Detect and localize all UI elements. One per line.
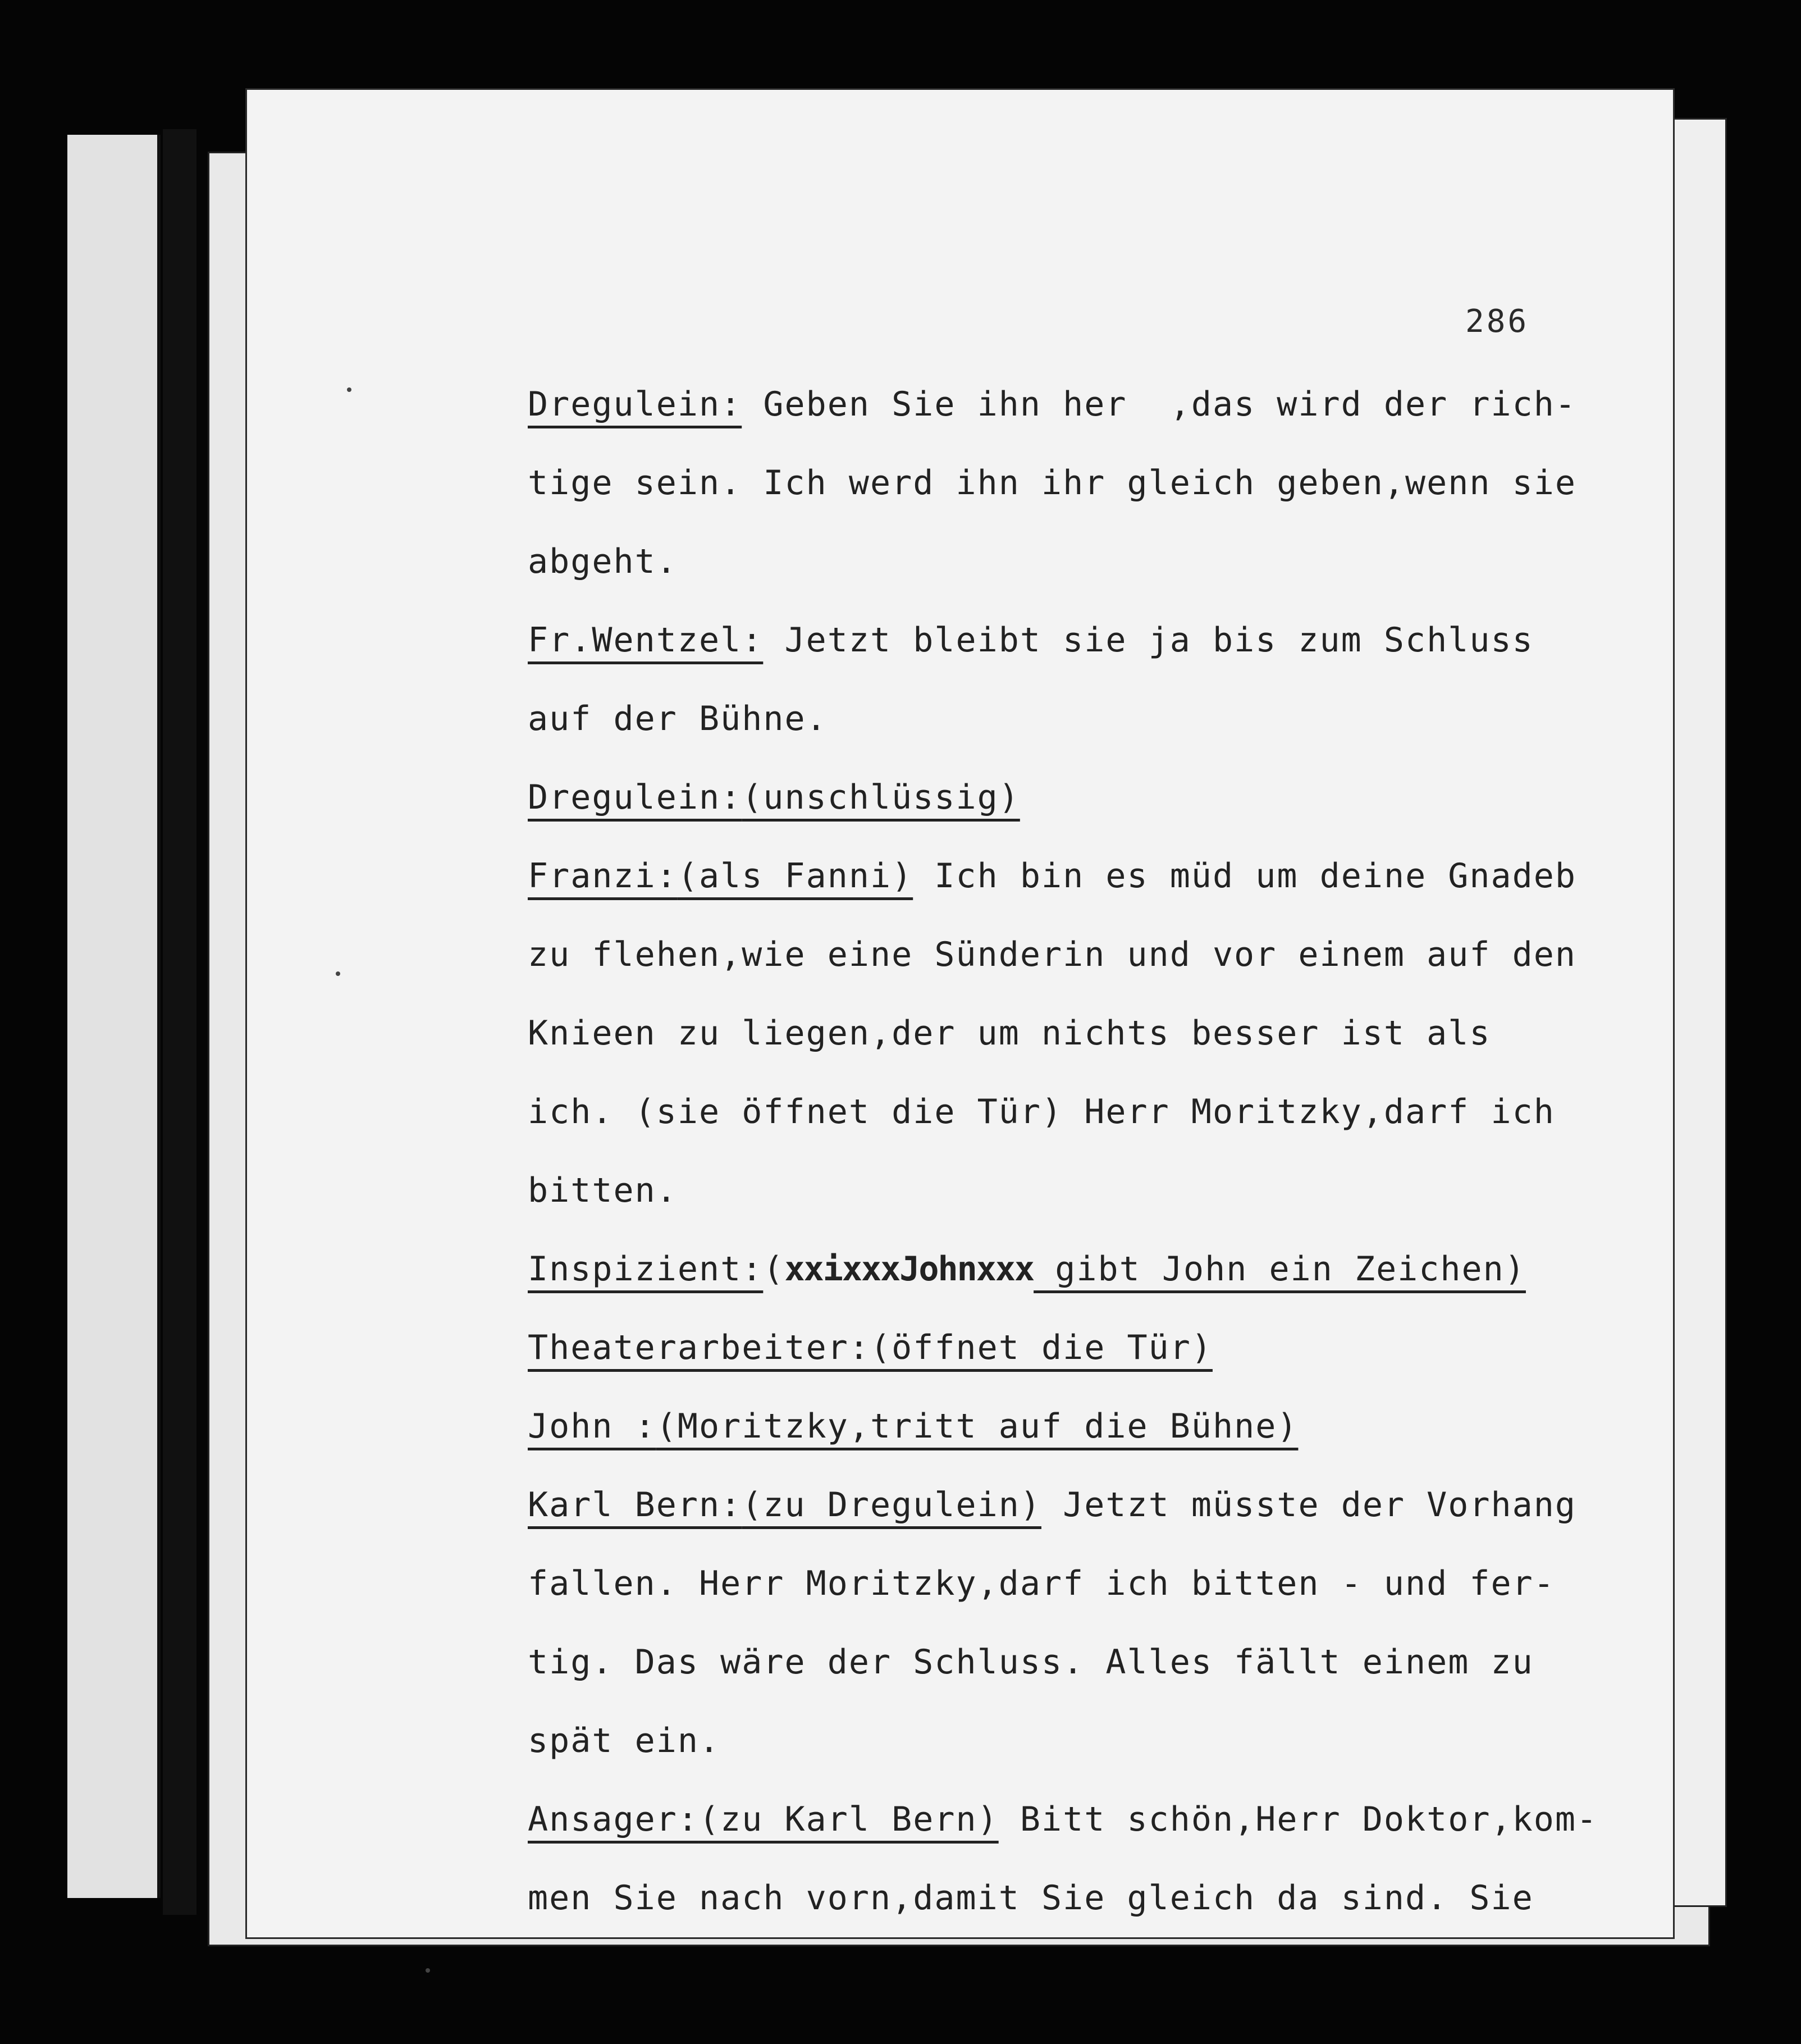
speaker-name: Dregulein: [528,385,742,424]
script-line [528,1859,1645,1937]
line-text: Ich bin es müd um deine Gnadeb [913,856,1577,896]
speaker-name: Theaterarbeiter: [528,1328,870,1367]
speck [426,1968,430,1973]
speaker-name: Karl Bern: [528,1485,742,1525]
script-line [528,758,1645,837]
speaker-name: Fr.Wentzel: [528,620,764,660]
stage-direction: (als Fanni) [677,856,913,896]
script-line [528,1151,1645,1230]
line-text: bitten. [528,1171,678,1210]
struck-out-text: xxixxxJohnxxx [784,1249,1034,1289]
script-line [528,1466,1645,1544]
script-line [528,365,1645,444]
speaker-name: Ansager: [528,1800,699,1839]
speck [347,387,351,392]
script-line [528,1073,1645,1151]
speaker-name: John : [528,1407,656,1446]
line-text: auf der Bühne. [528,699,828,738]
speaker-name: Franzi: [528,856,678,896]
script-line [528,522,1645,601]
line-text: spät ein. [528,1721,721,1760]
script-line [528,1308,1645,1387]
line-text: fallen. Herr Moritzky,darf ich bitten - und fer- [528,1564,1555,1603]
line-text: zu flehen,wie eine Sünderin und vor einem auf den [528,935,1577,974]
line-text: men Sie nach vorn,damit Sie gleich da sind. Sie [528,1878,1534,1918]
script-line [528,1544,1645,1623]
script-line [528,837,1645,915]
film-edge-strip [67,135,161,1898]
stage-direction: gibt John ein Zeichen) [1034,1249,1526,1289]
line-text: ( [763,1249,785,1289]
script-line [528,1623,1645,1701]
script-line [528,1230,1645,1308]
line-text: tig. Das wäre der Schluss. Alles fällt einem zu [528,1642,1534,1682]
line-text: Jetzt müsste der Vorhang [1041,1485,1577,1525]
script-line [528,1387,1645,1466]
script-line [528,915,1645,994]
line-text: tige sein. Ich werd ihn ihr gleich geben,wenn sie [528,463,1577,503]
script-line [528,994,1645,1073]
stage-direction: (zu Karl Bern) [698,1800,999,1839]
line-text: ich. (sie öffnet die Tür) Herr Moritzky,darf ich [528,1092,1555,1132]
line-text: Knieen zu liegen,der um nichts besser ist als [528,1014,1491,1053]
script-line [528,444,1645,522]
page-edge-shadow [163,129,196,1915]
speaker-name: Inspizient: [528,1249,764,1289]
stage-direction: (öffnet die Tür) [870,1328,1213,1367]
stage-direction: (zu Dregulein) [742,1485,1041,1525]
page-number: 286 [1465,303,1529,340]
line-text: Jetzt bleibt sie ja bis zum Schluss [763,620,1534,660]
line-text: Geben Sie ihn her ,das wird der rich- [742,385,1577,424]
line-text: abgeht. [528,542,678,581]
script-line [528,1701,1645,1780]
speaker-name: Dregulein: [528,778,742,817]
line-text: Bitt schön,Herr Doktor,kom- [998,1800,1598,1839]
script-line [528,601,1645,679]
script-line [528,1780,1645,1859]
speck [336,971,340,976]
script-line [528,679,1645,758]
stage-direction: (Moritzky,tritt auf die Bühne) [656,1407,1299,1446]
script-text [528,365,1645,1937]
stage-direction: (unschlüssig) [742,778,1020,817]
